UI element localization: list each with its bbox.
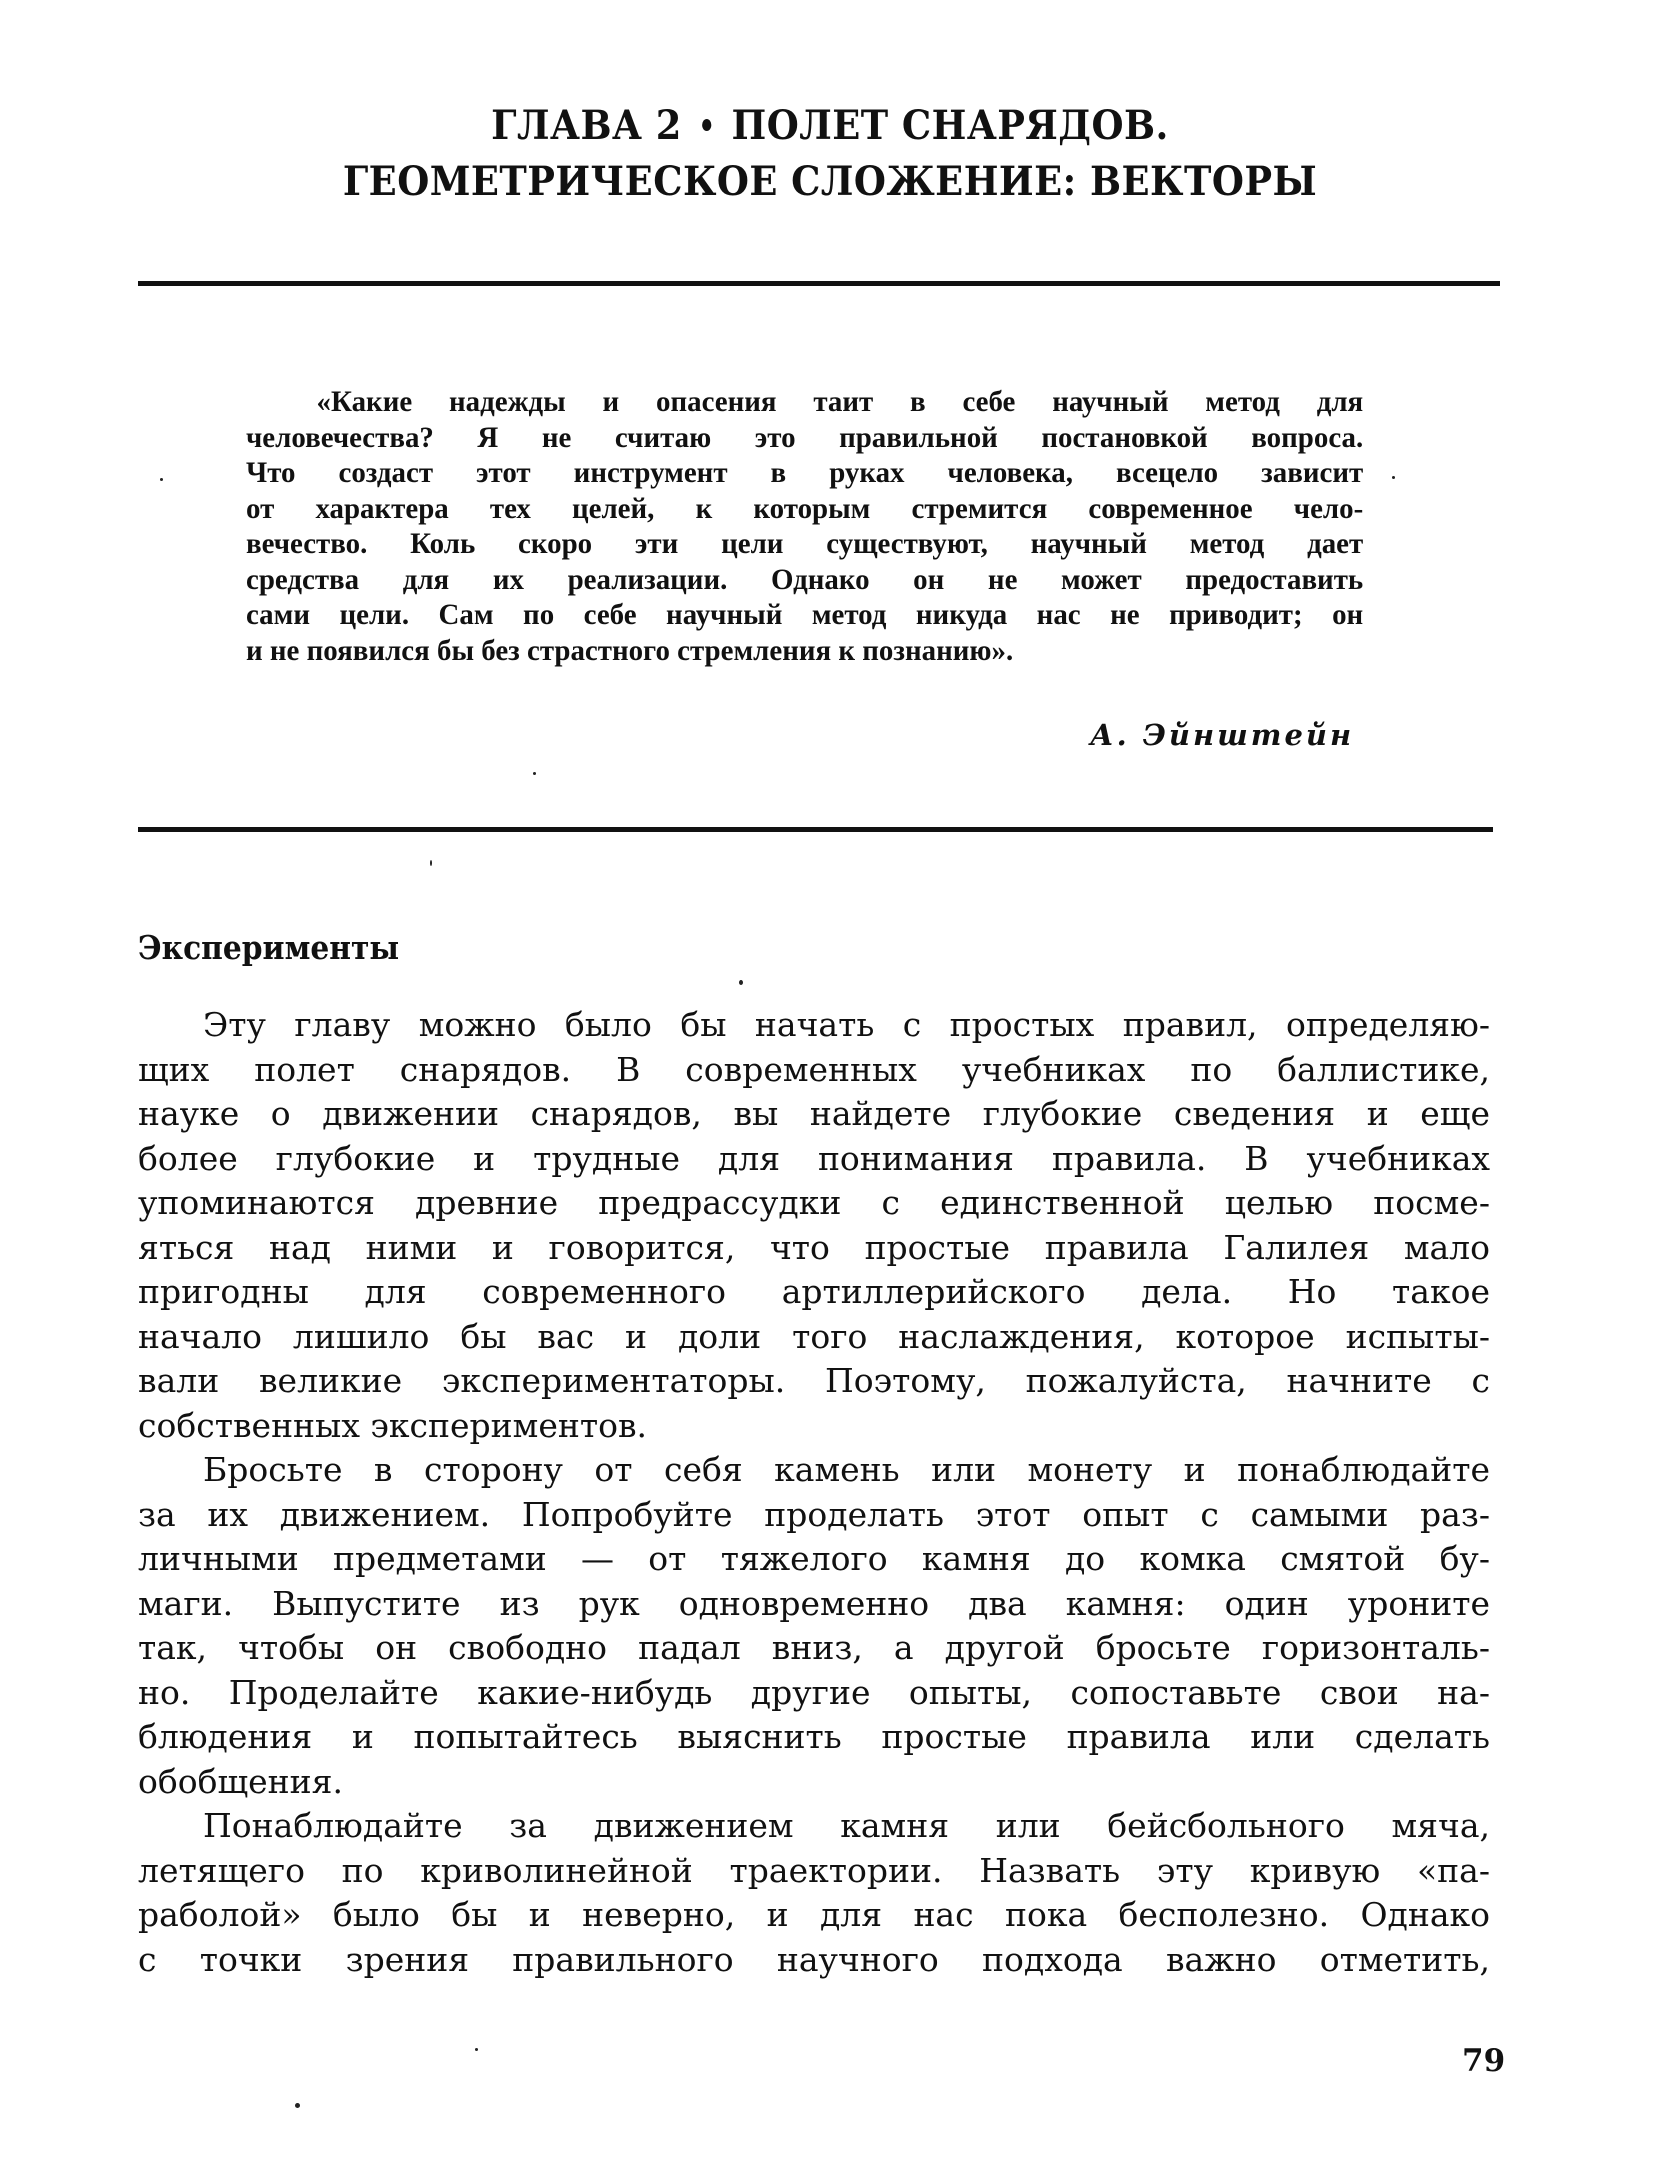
chapter-title <box>186 98 1474 210</box>
paragraph-line: так, чтобы он свободно падал вниз, а другой бросьте горизонталь- <box>138 1628 1490 1667</box>
scan-speck <box>739 980 743 985</box>
epigraph-author: А. Эйнштейн <box>1090 718 1355 752</box>
bottom-rule-divider <box>138 827 1493 832</box>
scan-speck <box>295 2103 300 2108</box>
paragraph-line: науке о движении снарядов, вы найдете глубокие сведения и еще <box>138 1094 1490 1133</box>
paragraph-line: упоминаются древние предрассудки с единственной целью посме- <box>138 1183 1490 1222</box>
epigraph-line: и не появился бы без страстного стремления к познанию». <box>246 634 1014 667</box>
paragraph-line: пригодны для современного артиллерийского дела. Но такое <box>138 1272 1490 1311</box>
paragraph-line: щих полет снарядов. В современных учебниках по баллистике, <box>138 1049 1490 1089</box>
paragraph-line: личными предметами — от тяжелого камня до комка смятой бу- <box>138 1539 1490 1578</box>
scan-speck <box>1392 476 1395 479</box>
epigraph-line: человечества? Я не считаю это правильной постановкой вопроса. <box>246 421 1364 454</box>
paragraph-line: Эту главу можно было бы начать с простых правил, определяю- <box>203 1005 1490 1044</box>
paragraph-line: яться над ними и говорится, что простые правила Галилея мало <box>138 1227 1490 1267</box>
scan-speck <box>430 860 432 866</box>
paragraph-line: маги. Выпустите из рук одновременно два камня: один уроните <box>138 1583 1490 1623</box>
epigraph-line: «Какие надежды и опасения таит в себе научный метод для <box>316 386 1364 418</box>
bullet-separator-icon <box>702 119 711 131</box>
epigraph-line: сами цели. Сам по себе научный метод никуда нас не приводит; он <box>246 599 1364 631</box>
epigraph-line: средства для их реализации. Однако он не может предоставить <box>246 563 1364 596</box>
paragraph-line: с точки зрения правильного научного подхода важно отметить, <box>138 1939 1490 1979</box>
scan-speck <box>160 478 163 481</box>
chapter-title-line-2: ГЕОМЕТРИЧЕСКОЕ СЛОЖЕНИЕ: ВЕКТОРЫ <box>342 158 1318 205</box>
page-number: 79 <box>1462 2043 1506 2079</box>
paragraph-line: летящего по криволинейной траектории. Назвать эту кривую «па- <box>138 1850 1490 1890</box>
chapter-title-line-1 <box>186 98 1474 154</box>
paragraph-line: вали великие экспериментаторы. Поэтому, пожалуйста, начните с <box>138 1361 1490 1400</box>
paragraph-line: обобщения. <box>138 1761 343 1801</box>
paragraph-line: за их движением. Попробуйте проделать этот опыт с самыми раз- <box>138 1494 1490 1534</box>
epigraph-quote <box>246 385 1363 669</box>
scan-speck <box>533 772 536 775</box>
paragraph-line: Понаблюдайте за движением камня или бейсбольного мяча, <box>203 1806 1490 1845</box>
scan-speck <box>475 2048 478 2051</box>
chapter-title-text-1: ПОЛЕТ СНАРЯДОВ. <box>731 102 1169 149</box>
paragraph-line: Бросьте в сторону от себя камень или монету и понаблюдайте <box>203 1450 1490 1489</box>
section-heading: Эксперименты <box>138 928 400 967</box>
body-text <box>138 1003 1490 1982</box>
paragraph-line: начало лишило бы вас и доли того наслаждения, которое испыты- <box>138 1316 1490 1356</box>
epigraph-line: от характера тех целей, к которым стремится современное чело- <box>246 492 1364 525</box>
epigraph-line: вечество. Коль скоро эти цели существуют, научный метод дает <box>246 528 1364 560</box>
paragraph-line: собственных экспериментов. <box>138 1405 648 1445</box>
paragraph-line: блюдения и попытайтесь выяснить простые правила или сделать <box>138 1717 1490 1756</box>
paragraph-line: более глубокие и трудные для понимания правила. В учебниках <box>138 1138 1490 1178</box>
epigraph-line: Что создаст этот инструмент в руках человека, всецело зависит <box>246 457 1364 489</box>
chapter-label: ГЛАВА 2 <box>491 102 682 149</box>
paragraph-line: но. Проделайте какие-нибудь другие опыты, сопоставьте свои на- <box>138 1672 1490 1712</box>
paragraph-line: раболой» было бы и неверно, и для нас пока бесполезно. Однако <box>138 1895 1490 1934</box>
top-rule-divider <box>138 281 1500 286</box>
